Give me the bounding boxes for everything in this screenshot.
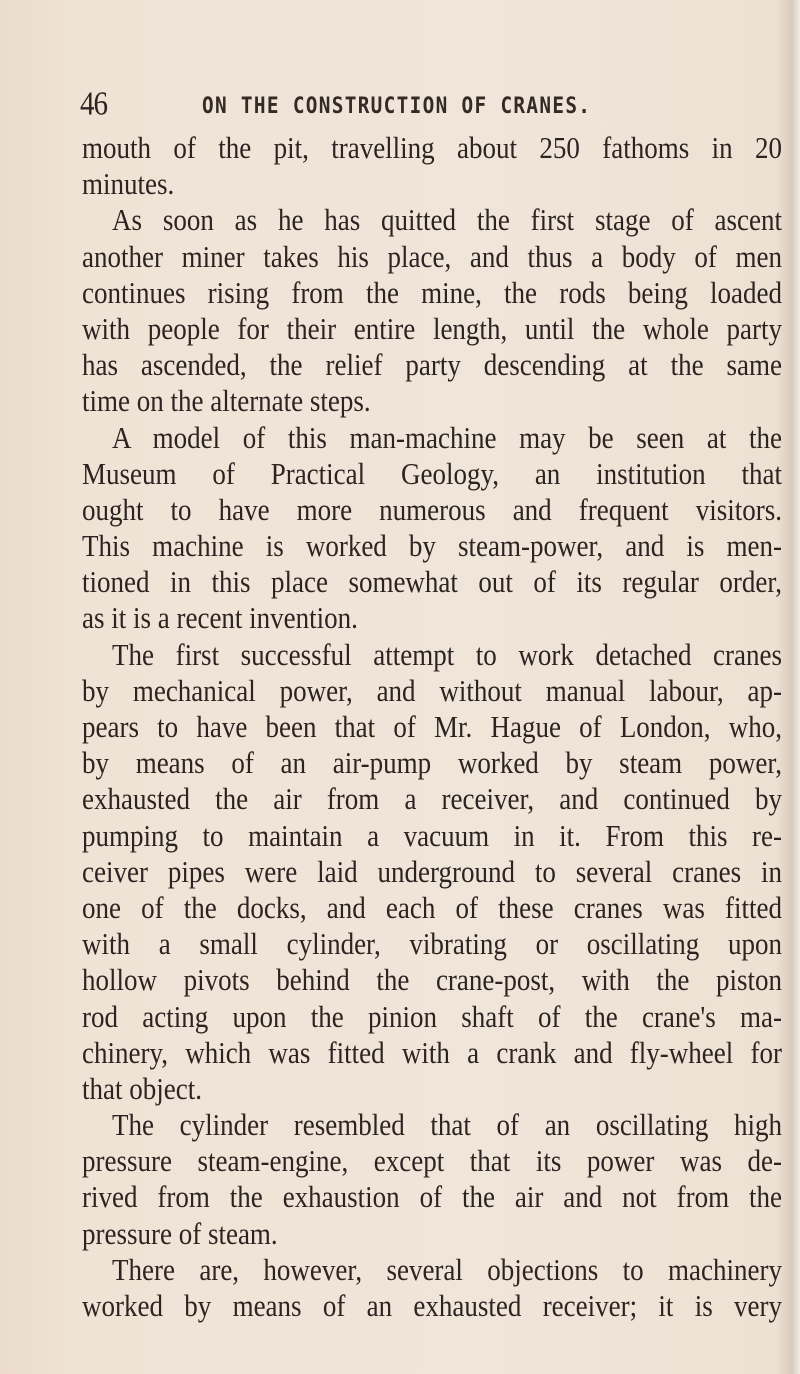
body-text — [82, 130, 782, 1324]
text-line: another miner takes his place, and thus a body of men — [82, 239, 782, 274]
text-line: pumping to maintain a vacuum in it. From this re- — [82, 818, 782, 853]
text-line: The cylinder resembled that of an oscillating high — [112, 1108, 782, 1142]
text-line: tioned in this place somewhat out of its regular order, — [82, 565, 782, 600]
text-line: with people for their entire length, until the whole party — [82, 312, 782, 346]
text-line: ought to have more numerous and frequent visitors. — [82, 493, 782, 527]
running-title: ON THE CONSTRUCTION OF CRANES. — [202, 94, 592, 119]
text-line: one of the docks, and each of these cranes was fitted — [82, 891, 782, 925]
text-line: mouth of the pit, travelling about 250 fathoms in 20 — [82, 131, 782, 165]
text-line: pressure of steam. — [82, 1216, 278, 1251]
text-line: minutes. — [82, 167, 175, 201]
text-line: rived from the exhaustion of the air and not from the — [82, 1180, 782, 1215]
text-line: continues rising from the mine, the rods being loaded — [82, 275, 782, 310]
text-line: exhausted the air from a receiver, and continued by — [82, 782, 782, 817]
text-line: worked by means of an exhausted receiver; it is very — [82, 1289, 782, 1323]
text-line: The first successful attempt to work detached cranes — [112, 637, 782, 672]
text-line: by mechanical power, and without manual labour, ap- — [82, 674, 782, 708]
text-line: pears to have been that of Mr. Hague of London, who, — [82, 710, 782, 744]
text-line: as it is a recent invention. — [82, 601, 358, 636]
text-line: There are, however, several objections to machinery — [112, 1253, 782, 1287]
text-line: This machine is worked by steam-power, and is men- — [82, 529, 782, 563]
text-line: time on the alternate steps. — [82, 384, 371, 419]
text-line: has ascended, the relief party descending at the same — [82, 348, 782, 382]
text-line: Museum of Practical Geology, an institution that — [82, 456, 782, 491]
page-number: 46 — [80, 85, 107, 123]
text-line: As soon as he has quitted the first stage of ascent — [112, 203, 782, 238]
text-line: with a small cylinder, vibrating or oscillating upon — [82, 927, 782, 961]
text-line: chinery, which was fitted with a crank and fly-wheel for — [82, 1035, 782, 1070]
running-header — [80, 85, 700, 128]
text-line: A model of this man-machine may be seen at the — [112, 420, 782, 455]
text-line: pressure steam-engine, except that its power was de- — [82, 1144, 782, 1179]
text-line: ceiver pipes were laid underground to several cranes in — [82, 854, 782, 889]
text-line: hollow pivots behind the crane-post, with the piston — [82, 963, 782, 998]
text-line: by means of an air-pump worked by steam power, — [82, 746, 782, 780]
text-line: that object. — [82, 1072, 202, 1106]
text-line: rod acting upon the pinion shaft of the crane's ma- — [82, 999, 782, 1034]
